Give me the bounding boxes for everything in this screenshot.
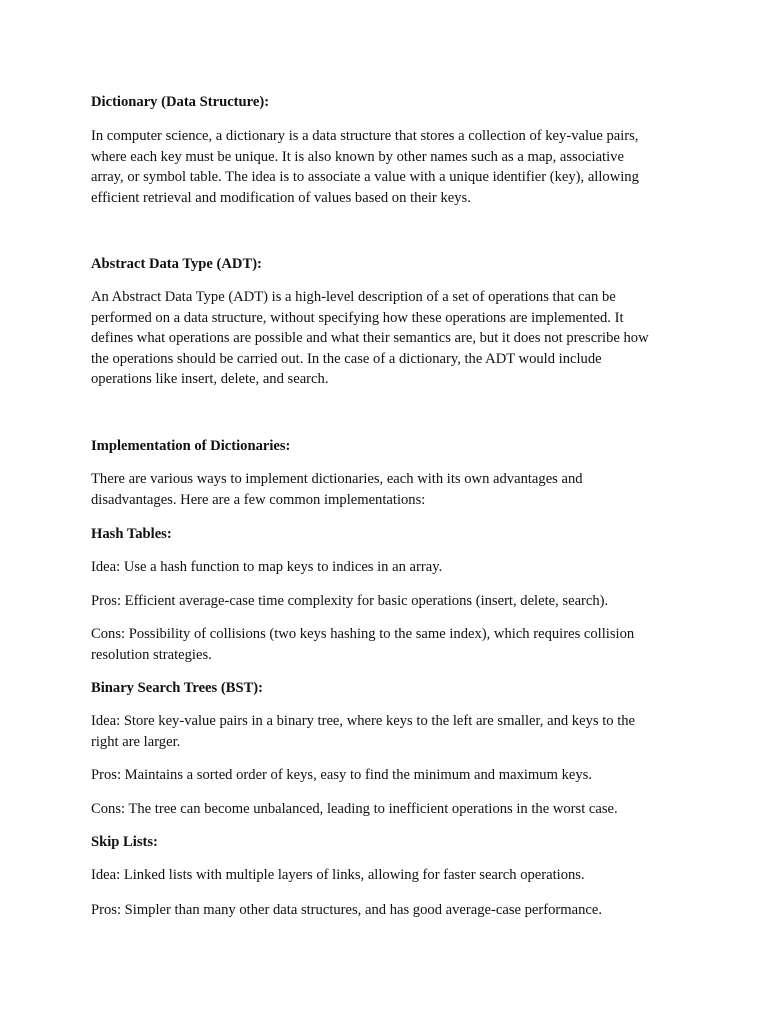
text-line: the operations should be carried out. In the case of a dictionary, the ADT would include [91,350,602,367]
heading-dictionary: Dictionary (Data Structure): [91,94,270,110]
text-line: Cons: Possibility of collisions (two keys hashing to the same index), which requires collision [91,626,635,642]
text-line: An Abstract Data Type (ADT) is a high-level description of a set of operations that can be [91,289,616,305]
text-line: where each key must be unique. It is also known by other names such as a map, associative [91,148,624,165]
text-line: Pros: Efficient average-case time complexity for basic operations (insert, delete, search). [91,593,609,609]
text-line: resolution strategies. [91,646,212,663]
paragraph-implementation-intro [91,469,691,510]
text-line: Pros: Maintains a sorted order of keys, easy to find the minimum and maximum keys. [91,767,592,783]
paragraph-dictionary-definition [91,126,691,208]
heading-hash-tables: Hash Tables: [91,526,172,542]
hash-tables-idea [91,557,691,578]
text-line: There are various ways to implement dictionaries, each with its own advantages and [91,471,583,487]
text-line: disadvantages. Here are a few common implementations: [91,491,426,508]
hash-tables-pros [91,591,691,612]
text-line: right are larger. [91,733,181,750]
text-line: performed on a data structure, without specifying how these operations are implemented. It [91,309,624,326]
text-line: Idea: Store key-value pairs in a binary tree, where keys to the left are smaller, and keys to the [91,713,636,729]
bst-cons [91,799,691,820]
heading-skip-lists: Skip Lists: [91,834,158,850]
text-line: operations like insert, delete, and search. [91,371,329,387]
bst-idea [91,711,691,752]
heading-bst: Binary Search Trees (BST): [91,680,264,696]
text-line: Idea: Linked lists with multiple layers of links, allowing for faster search operations. [91,867,585,883]
bst-pros [91,765,691,786]
text-line: array, or symbol table. The idea is to associate a value with a unique identifier (key), allowing [91,169,639,185]
text-line: efficient retrieval and modification of values based on their keys. [91,189,471,206]
skip-lists-idea [91,865,691,886]
text-line: Idea: Use a hash function to map keys to indices in an array. [91,559,443,575]
text-line: Pros: Simpler than many other data structures, and has good average-case performance. [91,902,603,918]
text-line: In computer science, a dictionary is a data structure that stores a collection of key-value pairs, [91,128,639,144]
heading-adt: Abstract Data Type (ADT): [91,256,262,272]
heading-implementation: Implementation of Dictionaries: [91,438,291,454]
text-line: Cons: The tree can become unbalanced, leading to inefficient operations in the worst case. [91,801,618,817]
hash-tables-cons [91,624,691,665]
text-line: defines what operations are possible and what their semantics are, but it does not prescribe how [91,330,649,346]
skip-lists-pros [91,900,691,921]
paragraph-adt-definition [91,287,691,390]
